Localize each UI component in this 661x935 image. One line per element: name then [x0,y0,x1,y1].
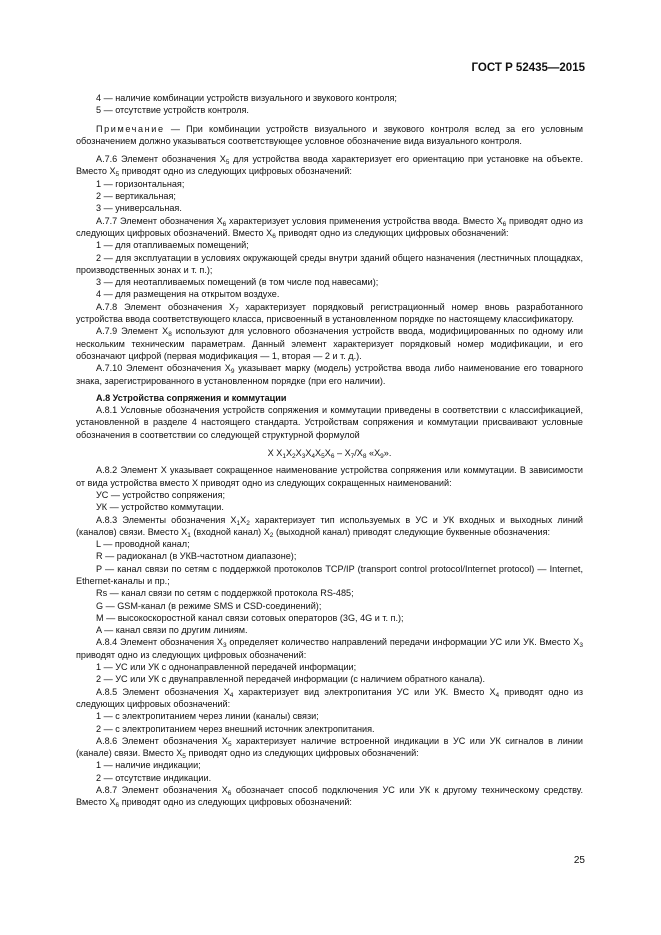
clause-a8-2: А.8.2 Элемент Х указывает сокращенное наименование устройства сопряжения или коммутации. В зависимости от вида устройства вместо Х приводят одно из следующих сокращенных наименований: [76,465,583,488]
list-item: УК — устройство коммутации. [96,502,224,513]
list-item: Rs — канал связи по сетям с поддержкой протокола RS-485; [96,588,354,599]
document-header: ГОСТ Р 52435—2015 [471,62,585,74]
structural-formula: Х $Х_1Х_2Х_3Х_4Х_5Х_6 - Х_7/Х_8$ «$Х_9$». [267,448,392,461]
list-item: 2 — УС или УК с двунаправленной передачей информации (с наличием обратного канала). [96,674,485,685]
clause-a7-6: А.7.6 Элемент обозначения $Х_5$ для устройства ввода характеризует его ориентацию при установке на объекте. Вместо $Х_5$ приводят одно из следующих цифровых обозначений: [76,154,583,179]
clause-a7-7: А.7.7 Элемент обозначения $Х_6$ характеризует условия применения устройства ввода. Вместо $Х_6$ приводят одно из следующих цифровых обозначений. Вместо $Х_6$ приводят одно из следующих цифровых обозначений: [76,215,583,240]
list-item: R — радиоканал (в УКВ-частотном диапазоне); [96,551,297,562]
list-item: 1 — с электропитанием через линии (каналы) связи; [96,711,319,722]
clause-a7-8: А.7.8 Элемент обозначения $Х_7$ характеризует порядковый регистрационный номер вновь разработанного устройства ввода соответствующего класса, присвоенный в установленном порядке по настоящему классификатору. [76,301,583,325]
list-item: 3 — для неотапливаемых помещений (в том числе под навесами); [96,277,379,288]
list-item: 2 — вертикальная; [96,191,176,202]
note-paragraph [76,123,583,148]
list-item: 2 — с электропитанием через внешний источник электропитания. [96,723,375,734]
list-item: M — высокоскоростной канал связи сотовых операторов (3G, 4G и т. п.); [96,612,404,623]
list-item: P — канал связи по сетям с поддержкой протоколов TCP/IP (transport control protocol/Internet protocol) — Internet, Ethernet-каналы и пр.; [76,563,583,586]
list-item: G — GSM-канал (в режиме SMS и CSD-соединений); [96,600,322,611]
clause-a8-5: А.8.5 Элемент обозначения $Х_4$ характеризует вид электропитания УС или УК. Вместо $Х_4$ приводят одно из следующих цифровых обозначений: [76,686,583,709]
clause-a8-4: А.8.4 Элемент обозначения $Х_3$ определяет количество направлений передачи информации УС или УК. Вместо $Х_3$ приводят одно из следующих цифровых обозначений: [76,637,583,660]
list-item: УС — устройство сопряжения; [96,489,226,500]
document-body [76,92,583,809]
list-item: 2 — отсутствие индикации. [96,772,212,783]
list-item: L — проводной канал; [96,539,190,550]
note-label: Примечание [96,123,165,134]
list-item: 1 — для отапливаемых помещений; [96,240,249,251]
list-item: 2 — для эксплуатации в условиях окружающей среды внутри зданий общего назначения (лестничных площадках, производственных зонах и т. п.); [76,252,583,275]
clause-a8-6: А.8.6 Элемент обозначения $Х_5$ характеризует наличие встроенной индикации в УС или УК сигналов в линии (канале) связи. Вместо $Х_5$ приводят одно из следующих цифровых обозначений: [76,735,583,761]
list-item: A — канал связи по другим линиям. [96,625,248,636]
list-item: 3 — универсальная. [96,203,182,214]
section-heading-a8: А.8 Устройства сопряжения и коммутации [96,392,287,403]
list-item: 1 — УС или УК с однонаправленной передачей информации; [96,662,357,673]
list-item: 5 — отсутствие устройств контроля. [96,105,249,116]
clause-a7-10: А.7.10 Элемент обозначения $Х_9$ указывает марку (модель) устройства ввода либо наименование его товарного знака, зарегистрированного в установленном порядке (при его наличии). [76,363,584,386]
note-text: — При комбинации устройств визуального и звукового контроля вслед за его условным обозначением должно указываться соответствующее условное обозначение вида визуального контроля. [76,123,583,146]
list-item: 4 — наличие комбинации устройств визуального и звукового контроля; [96,93,397,103]
clause-a8-1: А.8.1 Условные обозначения устройств сопряжения и коммутации приведены в соответствии с классификацией, установленной в разделе 4 настоящего стандарта. Устройствам сопряжения и коммутации присваивают условные обозначения в соответствии со следующей структурной формулой [76,405,583,440]
clause-a8-3: А.8.3 Элементы обозначения $Х_1Х_2$ характеризует тип используемых в УС и УК входных и выходных линий (каналов) связи. Вместо $Х_1$ (входной канал) $Х_2$ (выходной канал) приводят следующие буквенные обозначения: [76,514,583,539]
page-number: 25 [573,855,585,866]
list-item: 4 — для размещения на открытом воздухе. [96,289,280,300]
list-item: 1 — наличие индикации; [96,760,201,771]
clause-a8-7: А.8.7 Элемент обозначения $Х_6$ обозначает способ подключения УС или УК к другому техническому средству. Вместо $Х_6$ приводят одно из следующих цифровых обозначений: [76,785,583,810]
clause-a7-9: А.7.9 Элемент $Х_8$ используют для условного обозначения устройств ввода, модифицированных по одному или нескольким техническим параметрам. Данный элемент характеризует порядковый номер модификации, и его обозначают цифрой (первая модификация — 1, вторая — 2 и т. д.). [76,326,583,361]
list-item: 1 — горизонтальная; [96,178,185,189]
